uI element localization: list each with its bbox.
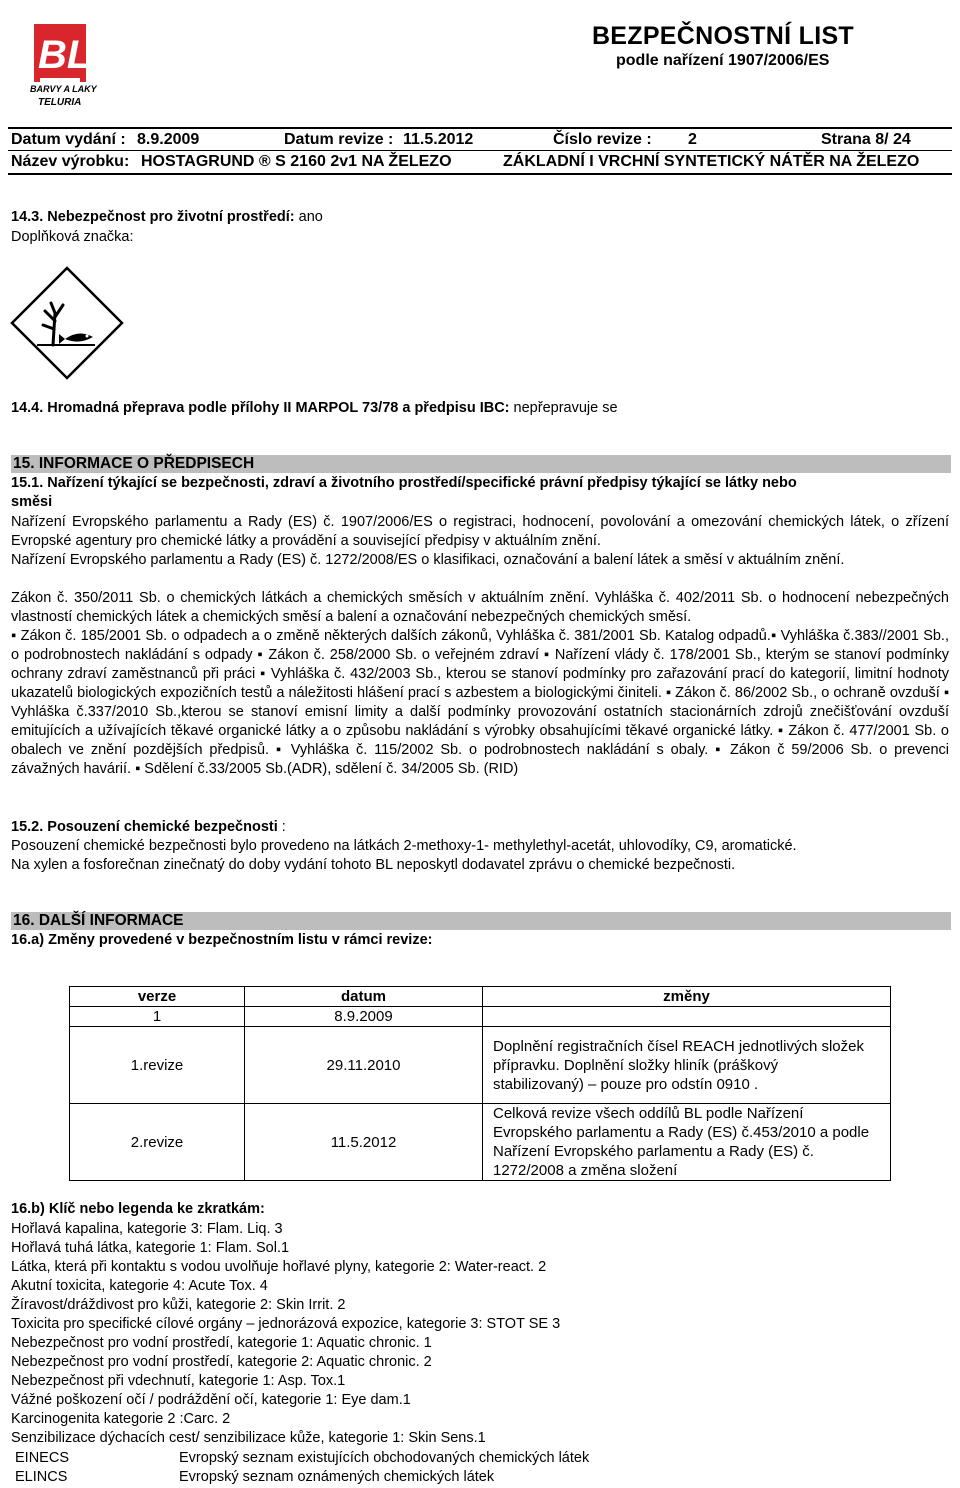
cell-verze: 1 [70,1007,245,1027]
s15-1-title-line1: 15.1. Nařízení týkající se bezpečnosti, zdraví a životního prostředí/specifické právní předpisy týkající se látky nebo [11,475,797,491]
legend-item: Látka, která při kontaktu s vodou uvolňuje hořlavé plyny, kategorie 2: Water-react. 2 [11,1259,547,1275]
section-16-title: 16. DALŠÍ INFORMACE [13,912,184,929]
revision-date-label: Datum revize : [284,131,394,148]
table-row [70,1007,891,1027]
document-subtitle: podle nařízení 1907/2006/ES [616,52,830,69]
header-rule-bottom [8,173,952,175]
s15-2-paragraph-2: Na xylen a fosforečnan zinečnatý do doby vydání tohoto BL neposkytl dodavatel zprávu o chemické bezpečnosti. [11,857,736,873]
s14-4-label: 14.4. Hromadná přeprava podle přílohy II MARPOL 73/78 a předpisu IBC: [11,400,510,416]
s15-2-paragraph-1: Posouzení chemické bezpečnosti bylo provedeno na látkách 2-methoxy-1- methylethyl-acetát, uhlovodíky, C9, aromatické. [11,838,797,854]
s15-paragraph-1: Nařízení Evropského parlamentu a Rady (ES) č. 1907/2006/ES o registraci, hodnocení, povolování a omezování chemických látek, o zřízení Evropské agentury pro chemické látky a provádění a související předpisy v aktuálním znění. [11,514,949,549]
document-title: BEZPEČNOSTNÍ LIST [591,22,854,50]
legend-item: Karcinogenita kategorie 2 :Carc. 2 [11,1411,231,1427]
cell-zmeny: Celková revize všech oddílů BL podle Nařízení Evropského parlamentu a Rady (ES) č.453/2010 a podle Nařízení Evropského parlamentu a Rady (ES) č. 1272/2008 a změna složení [483,1104,891,1181]
s14-3-extra-label: Doplňková značka: [11,229,134,245]
legend-item: Toxicita pro specifické cílové orgány – jednorázová expozice, kategorie 3: STOT SE 3 [11,1316,561,1332]
column-header-zmeny: změny [483,987,891,1007]
cell-datum: 8.9.2009 [245,1007,483,1027]
s16a-title: 16.a) Změny provedené v bezpečnostním listu v rámci revize: [11,932,433,948]
s15-paragraph-3: Zákon č. 350/2011 Sb. o chemických látkách a chemických směsích v aktuálním znění. Vyhláška č. 402/2011 Sb. o hodnocení nebezpečných vlastností chemických látek a chemických směsí a balení a označování nebezpečných chemických směsí. [11,590,949,625]
legend-item: Žíravost/dráždivost pro kůži, kategorie 2: Skin Irrit. 2 [11,1297,346,1313]
revision-table [69,986,891,1181]
cell-verze: 2.revize [70,1104,245,1181]
revision-no-label: Číslo revize : [553,131,652,148]
column-header-verze: verze [70,987,245,1007]
s15-2-title-line [11,818,286,837]
legend-item: Akutní toxicita, kategorie 4: Acute Tox. 4 [11,1278,268,1294]
cell-datum: 11.5.2012 [245,1104,483,1181]
legend-item: Nebezpečnost pro vodní prostředí, kategorie 1: Aquatic chronic. 1 [11,1335,432,1351]
s16b-title: 16.b) Klíč nebo legenda ke zkratkám: [11,1201,265,1217]
cell-zmeny [483,1007,891,1027]
cell-verze: 1.revize [70,1027,245,1104]
s14-3-value: ano [298,209,323,225]
legend-item: Senzibilizace dýchacích cest/ senzibilizace kůže, kategorie 1: Skin Sens.1 [11,1430,486,1446]
legend-item: Vážné poškození očí / podráždění očí, kategorie 1: Eye dam.1 [11,1392,411,1408]
product-description: ZÁKLADNÍ I VRCHNÍ SYNTETICKÝ NÁTĚR NA ŽELEZO [503,153,920,170]
product-label: Název výrobku: [11,153,130,170]
logo-text-2: TELURIA [38,97,82,108]
abbr-elincs-desc: Evropský seznam oznámených chemických látek [179,1469,495,1485]
s15-2-colon: : [281,819,286,835]
header-rule-top [8,127,952,129]
revision-table-header [70,987,891,1007]
legend-item: Nebezpečnost při vdechnutí, kategorie 1: Asp. Tox.1 [11,1373,346,1389]
table-row [70,1104,891,1181]
s15-paragraph-2: Nařízení Evropského parlamentu a Rady (ES) č. 1272/2008/ES o klasifikaci, označování a balení látek a směsí v aktuálním znění. [11,552,845,568]
revision-date: 11.5.2012 [403,131,474,148]
section-15-title: 15. INFORMACE O PŘEDPISECH [13,455,255,472]
svg-text:BL: BL [38,33,92,77]
legend-item: Nebezpečnost pro vodní prostředí, kategorie 2: Aquatic chronic. 2 [11,1354,432,1370]
s14-3-line [11,208,323,227]
revision-no: 2 [688,131,697,148]
page-number: Strana 8/ 24 [821,131,911,148]
cell-datum: 29.11.2010 [245,1027,483,1104]
s15-1-title-line2: směsi [11,494,53,510]
legend-item: Hořlavá kapalina, kategorie 3: Flam. Liq. 3 [11,1221,283,1237]
logo-text-1: BARVY A LAKY [30,84,97,94]
column-header-datum: datum [245,987,483,1007]
environment-hazard-icon [9,265,125,381]
company-logo [30,18,120,118]
cell-zmeny: Doplnění registračních čísel REACH jednotlivých složek přípravku. Doplnění složky hliník (práškový stabilizovaný) – pouze pro odstín 0910 . [483,1027,891,1104]
table-row [70,1027,891,1104]
issue-date: 8.9.2009 [137,131,200,148]
abbr-einecs-desc: Evropský seznam existujících obchodovaných chemických látek [179,1450,590,1466]
s15-paragraph-4: ▪ Zákon č. 185/2001 Sb. o odpadech a o změně některých dalších zákonů, Vyhláška č. 381/2001 Sb. Katalog odpadů.▪ Vyhláška č.383//2001 Sb., o podrobnostech nakládání s odpady ▪ Zákon č. 258/2000 Sb. o veřejném zdraví ▪ Nařízení vlády č. 178/2001 Sb., kterým se stanoví podmínky ochrany zdraví zaměstnanců při práci ▪ Vyhláška č. 432/2003 Sb., kterou se stanoví podmínky pro zařazování prací do kategorií, limitní hodnoty ukazatelů biologických expozičních testů a náležitosti hlášení prací s azbestem a biologickými činiteli. ▪ Zákon č. 86/2002 Sb., o ochraně ovzduší ▪ Vyhláška č.337/2010 Sb.,kterou se stanoví emisní limity a další podmínky provozování ostatních stacionárních zdrojů znečišťování ovzduší emitujících a užívajících těkavé organické látky a o způsobu nakládání s výrobky obsahujícími těkavé organické látky. ▪ Zákon č. 477/2001 Sb. o obalech ve znění pozdějších předpisů. ▪ Vyhláška č. 115/2002 Sb. o podrobnostech nakládání s obaly. ▪ Zákon č 59/2006 Sb. o prevenci závažných havárií. ▪ Sdělení č.33/2005 Sb.(ADR), sdělení č. 34/2005 Sb. (RID) [11,628,949,777]
legend-item: Hořlavá tuhá látka, kategorie 1: Flam. Sol.1 [11,1240,290,1256]
s14-4-value: nepřepravuje se [513,400,618,416]
issue-date-label: Datum vydání : [11,131,126,148]
header-rule-mid [8,150,952,151]
s14-3-label: 14.3. Nebezpečnost pro životní prostředí: [11,209,295,225]
product-name: HOSTAGRUND ® S 2160 2v1 NA ŽELEZO [141,153,452,170]
abbr-elincs: ELINCS [15,1469,68,1485]
s15-2-title: 15.2. Posouzení chemické bezpečnosti [11,819,278,835]
s14-4-line [11,399,618,418]
abbr-einecs: EINECS [15,1450,69,1466]
